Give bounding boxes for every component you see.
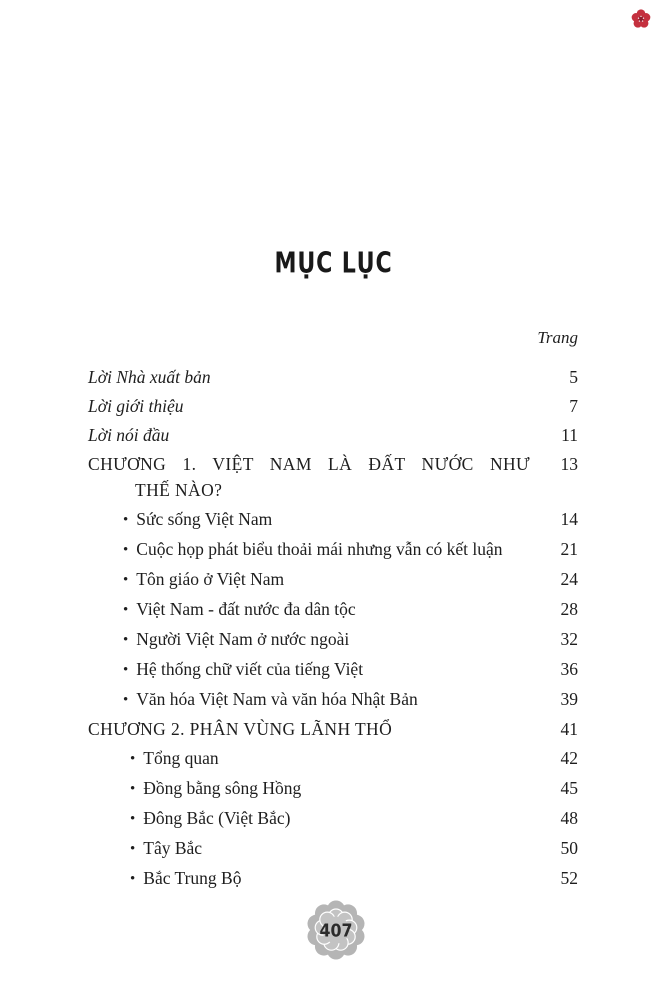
toc-entry-page-number: 45 (560, 778, 578, 798)
toc-entry-label: Lời nói đầu (88, 425, 170, 445)
page-title: MỤC LỤC (274, 247, 393, 280)
toc-entry-page-number: 41 (560, 719, 578, 739)
toc-entry-text-line1: CHƯƠNG 1. VIỆT NAM LÀ ĐẤT NƯỚC NHƯ (88, 454, 530, 474)
toc-entry-page-number: 24 (560, 569, 578, 589)
toc-entry (88, 596, 578, 623)
toc-entry-label (88, 626, 530, 653)
toc-entry-label (88, 506, 530, 533)
bullet-icon: • (130, 751, 136, 767)
toc-entry-page-number: 14 (560, 509, 578, 529)
toc-entry (88, 626, 578, 653)
toc-entry-label (88, 775, 530, 802)
toc-entry-label (88, 686, 530, 713)
bullet-icon: • (123, 662, 129, 678)
toc-entry-text: Tổng quan (143, 748, 219, 768)
toc-entry-page-number: 21 (560, 539, 578, 559)
toc-entry-text: Việt Nam - đất nước đa dân tộc (136, 599, 356, 619)
toc-entry-text: Đồng bằng sông Hồng (143, 778, 302, 798)
toc-entry-label: CHƯƠNG 2. PHÂN VÙNG LÃNH THỔ (88, 719, 393, 739)
page-column-header: Trang (537, 328, 578, 347)
bullet-icon: • (123, 602, 129, 618)
toc-entry-text: Văn hóa Việt Nam và văn hóa Nhật Bản (136, 689, 418, 709)
toc-entry (88, 422, 578, 448)
toc-entry-page-number: 42 (560, 748, 578, 768)
bullet-icon: • (123, 512, 129, 528)
bullet-icon: • (123, 572, 129, 588)
toc-entry (88, 805, 578, 832)
toc-entry-label (88, 536, 530, 563)
toc-entry-label (88, 745, 530, 772)
toc-entry (88, 716, 578, 742)
toc-entry (88, 506, 578, 533)
toc-entry-page-number: 28 (560, 599, 578, 619)
toc-entry-text: Bắc Trung Bộ (143, 868, 242, 888)
toc-entry (88, 364, 578, 390)
toc-entry-label (88, 835, 530, 862)
toc-entry-text: Sức sống Việt Nam (136, 509, 273, 529)
bullet-icon: • (123, 542, 129, 558)
toc-entry (88, 775, 578, 802)
toc-list (88, 364, 578, 892)
toc-entry-label (88, 566, 530, 593)
toc-entry-text: Người Việt Nam ở nước ngoài (136, 629, 350, 649)
toc-entry-label: Lời giới thiệu (88, 396, 184, 416)
table-of-contents (88, 326, 578, 895)
toc-entry (88, 835, 578, 862)
bullet-icon: • (130, 871, 136, 887)
toc-entry-label (88, 656, 530, 683)
bullet-icon: • (130, 811, 136, 827)
toc-entry (88, 451, 578, 503)
bullet-icon: • (123, 632, 129, 648)
toc-entry-page-number: 48 (560, 808, 578, 828)
bullet-icon: • (123, 692, 129, 708)
toc-entry (88, 393, 578, 419)
toc-entry-text: Tôn giáo ở Việt Nam (136, 569, 285, 589)
toc-entry-text: Đông Bắc (Việt Bắc) (143, 808, 291, 828)
toc-entry-label (88, 596, 530, 623)
toc-entry (88, 656, 578, 683)
bullet-icon: • (130, 841, 136, 857)
toc-entry-label: Lời Nhà xuất bản (88, 367, 211, 387)
toc-entry-label (88, 805, 530, 832)
toc-entry-text: Hệ thống chữ viết của tiếng Việt (136, 659, 364, 679)
footer-page-number: 407 (319, 920, 353, 942)
toc-entry-text: Tây Bắc (143, 838, 203, 858)
toc-entry-page-number: 52 (560, 868, 578, 888)
flower-medallion-page-badge (304, 898, 368, 962)
toc-entry-text: Cuộc họp phát biểu thoải mái nhưng vẫn có kết luận (136, 539, 503, 559)
toc-entry-page-number: 13 (560, 454, 578, 474)
toc-entry (88, 566, 578, 593)
toc-entry-label (88, 451, 530, 503)
toc-entry-page-number: 7 (569, 396, 578, 416)
toc-entry (88, 745, 578, 772)
toc-entry-label (88, 865, 530, 892)
toc-entry-page-number: 32 (560, 629, 578, 649)
bullet-icon: • (130, 781, 136, 797)
toc-entry (88, 536, 578, 563)
toc-entry-text-line2: THẾ NÀO? (135, 480, 223, 500)
toc-entry (88, 686, 578, 713)
toc-entry-page-number: 11 (561, 425, 578, 445)
toc-entry-page-number: 36 (560, 659, 578, 679)
toc-entry (88, 865, 578, 892)
red-blossom-icon (630, 8, 652, 30)
toc-entry-page-number: 39 (560, 689, 578, 709)
toc-entry-page-number: 50 (560, 838, 578, 858)
toc-entry-page-number: 5 (569, 367, 578, 387)
